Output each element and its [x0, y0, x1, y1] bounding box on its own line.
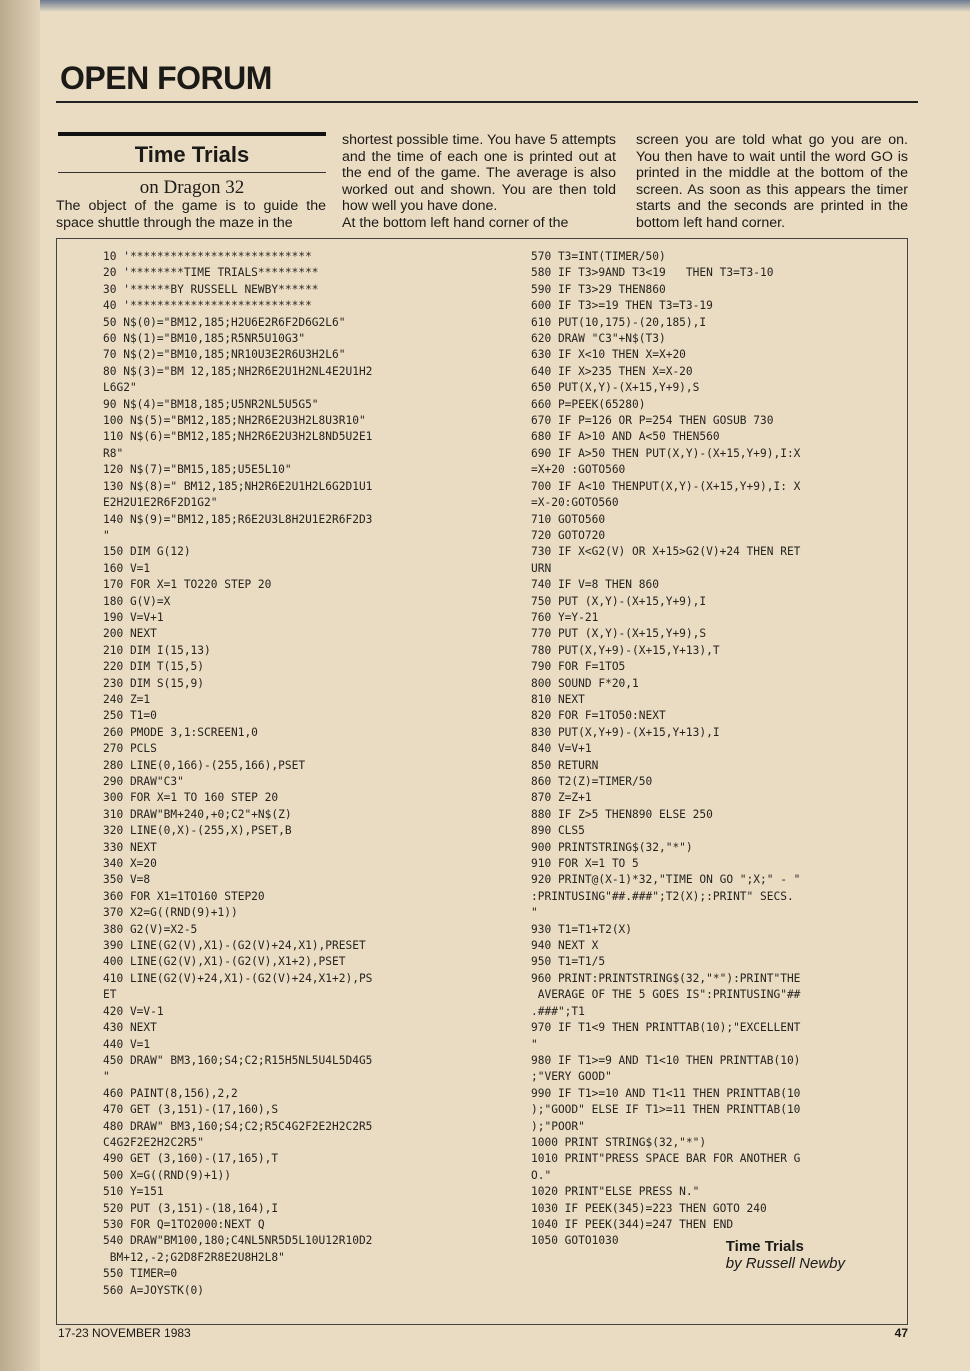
title-rule	[58, 132, 326, 136]
intro-column-1: The object of the game is to guide the space shuttle through the maze in the	[56, 198, 326, 231]
footer-date: 17-23 NOVEMBER 1983	[58, 1326, 191, 1340]
article-intro	[56, 130, 918, 230]
page-top-edge	[0, 0, 970, 12]
article-title-block	[58, 132, 326, 203]
intro-column-2: shortest possible time. You have 5 attempts and the time of each one is printed out at the end of the game. The average is also worked out and shown. You are then told how well you have done. At the bottom left hand corner of the	[342, 132, 616, 231]
listing-right-column: 570 T3=INT(TIMER/50) 580 IF T3>9AND T3<19 THEN T3=T3-10 590 IF T3>29 THEN860 600 IF T3>=19 THEN T3=T3-19 610 PUT(10,175)-(20,185),I 620 DRAW "C3"+N$(T3) 630 IF X<10 THEN X=X+20 640 IF X>235 THEN X=X-20 650 PUT(X,Y)-(X+15,Y+9),S 660 P=PEEK(65280) 670 IF P=126 OR P=254 THEN GOSUB 730 680 IF A>10 AND A<50 THEN560 690 IF A>50 THEN PUT(X,Y)-(X+15,Y+9),I:X =X+20 :GOTO560 700 IF A<10 THENPUT(X,Y)-(X+15,Y+9),I: X =X-20:GOTO560 710 GOTO560 720 GOTO720 730 IF X<G2(V) OR X+15>G2(V)+24 THEN RET URN 740 IF V=8 THEN 860 750 PUT (X,Y)-(X+15,Y+9),I 760 Y=Y-21 770 PUT (X,Y)-(X+15,Y+9),S 780 PUT(X,Y+9)-(X+15,Y+13),T 790 FOR F=1TO5 800 SOUND F*20,1 810 NEXT 820 FOR F=1TO50:NEXT 830 PUT(X,Y+9)-(X+15,Y+13),I 840 V=V+1 850 RETURN 860 T2(Z)=TIMER/50 870 Z=Z+1 880 IF Z>5 THEN890 ELSE 250 890 CLS5 900 PRINTSTRING$(32,"*") 910 FOR X=1 TO 5 920 PRINT@(X-1)*32,"TIME ON GO ";X;" - " :PRINTUSING"##.###";T2(X);:PRINT" SECS. " 930 T1=T1+T2(X) 940 NEXT X 950 T1=T1/5 960 PRINT:PRINTSTRING$(32,"*"):PRINT"THE AVERAGE OF THE 5 GOES IS":PRINTUSING"## .###";T1 970 IF T1<9 THEN PRINTTAB(10);"EXCELLENT " 980 IF T1>=9 AND T1<10 THEN PRINTTAB(10) ;"VERY GOOD" 990 IF T1>=10 AND T1<11 THEN PRINTTAB(10 );"GOOD" ELSE IF T1>=11 THEN PRINTTAB(10 );"POOR" 1000 PRINT STRING$(32,"*") 1010 PRINT"PRESS SPACE BAR FOR ANOTHER G O." 1020 PRINT"ELSE PRESS N." 1030 IF PEEK(345)=223 THEN GOTO 240 1040 IF PEEK(344)=247 THEN END 1050 GOTO1030	[531, 250, 801, 1248]
listing-credit	[726, 1238, 845, 1272]
credit-author: by Russell Newby	[725, 1255, 845, 1272]
section-title: OPEN FORUM	[60, 60, 272, 96]
page-number: 47	[894, 1326, 908, 1340]
listing-left-column: 10 '*************************** 20 '********TIME TRIALS********* 30 '******BY RUSSELL NEWBY****** 40 '*************************** 50 N$(0)="BM12,185;H2U6E2R6F2D6G2L6" 60 N$(1)="BM10,185;R5NR5U10G3" 70 N$(2)="BM10,185;NR10U3E2R6U3H2L6" 80 N$(3)="BM 12,185;NH2R6E2U1H2NL4E2U1H2 L6G2" 90 N$(4)="BM18,185;U5NR2NL5U5G5" 100 N$(5)="BM12,185;NH2R6E2U3H2L8U3R10" 110 N$(6)="BM12,185;NH2R6E2U3H2L8ND5U2E1 R8" 120 N$(7)="BM15,185;U5E5L10" 130 N$(8)=" BM12,185;NH2R6E2U1H2L6G2D1U1 E2H2U1E2R6F2D1G2" 140 N$(9)="BM12,185;R6E2U3L8H2U1E2R6F2D3 " 150 DIM G(12) 160 V=1 170 FOR X=1 TO220 STEP 20 180 G(V)=X 190 V=V+1 200 NEXT 210 DIM I(15,13) 220 DIM T(15,5) 230 DIM S(15,9) 240 Z=1 250 T1=0 260 PMODE 3,1:SCREEN1,0 270 PCLS 280 LINE(0,166)-(255,166),PSET 290 DRAW"C3" 300 FOR X=1 TO 160 STEP 20 310 DRAW"BM+240,+0;C2"+N$(Z) 320 LINE(0,X)-(255,X),PSET,B 330 NEXT 340 X=20 350 V=8 360 FOR X1=1TO160 STEP20 370 X2=G((RND(9)+1)) 380 G2(V)=X2-5 390 LINE(G2(V),X1)-(G2(V)+24,X1),PRESET 400 LINE(G2(V),X1)-(G2(V),X1+2),PSET 410 LINE(G2(V)+24,X1)-(G2(V)+24,X1+2),PS ET 420 V=V-1 430 NEXT 440 V=1 450 DRAW" BM3,160;S4;C2;R15H5NL5U4L5D4G5 " 460 PAINT(8,156),2,2 470 GET (3,151)-(17,160),S 480 DRAW" BM3,160;S4;C2;R5C4G2F2E2H2C2R5 C4G2F2E2H2C2R5" 490 GET (3,160)-(17,165),T 500 X=G((RND(9)+1)) 510 Y=151 520 PUT (3,151)-(18,164),I 530 FOR Q=1TO2000:NEXT Q 540 DRAW"BM100,180;C4NL5NR5D5L10U12R10D2 BM+12,-2;G2D8F2R8E2U8H2L8" 550 TIMER=0 560 A=JOYSTK(0)	[103, 250, 373, 1297]
credit-title: Time Trials	[725, 1238, 804, 1255]
intro-column-3: screen you are told what go you are on. You then have to wait until the word GO is printed in the middle at the bottom of the screen. As soon as this appears the timer starts and the seconds are printed in the bottom left hand corner.	[636, 132, 908, 231]
article-subtitle: on Dragon 32	[139, 177, 245, 198]
title-divider	[58, 172, 326, 173]
binding-shadow	[0, 0, 40, 1371]
program-listing	[56, 238, 908, 1325]
article-title: Time Trials	[134, 142, 250, 167]
section-header	[56, 60, 918, 103]
